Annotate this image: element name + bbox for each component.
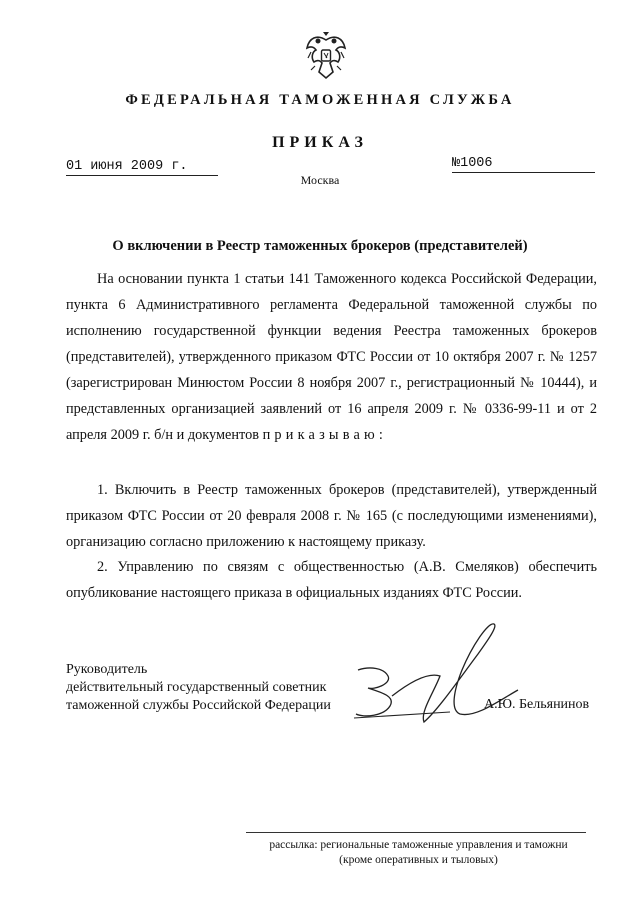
signer-title-line-1: Руководитель — [66, 662, 148, 677]
document-type: ПРИКАЗ — [272, 134, 368, 151]
handwritten-signature — [350, 618, 550, 738]
preamble-paragraph — [66, 266, 597, 448]
distribution-line-1: рассылка: региональные таможенные управления и таможни — [269, 839, 568, 851]
preamble-text: На основании пункта 1 статьи 141 Таможенного кодекса Российской Федерации, пункта 6 Административного регламента Федеральной таможенной службы по исполнению государственной функции ведения Реестра таможенных брокеров (представителей), утвержденного приказом ФТС России от 10 октября 2007 г. № 1257 (зарегистрирован Минюстом России 8 ноября 2007 г., регистрационный № 10444), и представленных организацией заявлений от 16 апреля 2009 г. № 0336-99-11 и от 2 апреля 2009 г. б/н и документов — [66, 271, 597, 443]
order-number: №1006 — [452, 156, 595, 173]
order-word: приказываю: — [262, 427, 388, 443]
signer-title-line-3: таможенной службы Российской Федерации — [66, 698, 331, 713]
distribution-line-2: (кроме оперативных и тыловых) — [339, 854, 498, 866]
distribution-list — [246, 838, 591, 868]
order-item-1: 1. Включить в Реестр таможенных брокеров (представителей), утвержденный приказом ФТС России от 20 февраля 2008 г. № 165 (с последующими изменениями), организацию согласно приложению к настоящему приказу. — [66, 482, 597, 550]
order-item-2: 2. Управлению по связям с общественностью (А.В. Смеляков) обеспечить опубликование настоящего приказа в официальных изданиях ФТС России. — [66, 559, 597, 601]
order-date: 01 июня 2009 г. — [66, 159, 218, 176]
distribution-divider — [246, 832, 586, 833]
signer-title-line-2: действительный государственный советник — [66, 680, 327, 695]
agency-name: ФЕДЕРАЛЬНАЯ ТАМОЖЕННАЯ СЛУЖБА — [125, 92, 515, 108]
signer-title — [66, 661, 331, 715]
issue-city: Москва — [300, 173, 340, 187]
order-subject: О включении в Реестр таможенных брокеров (представителей) — [112, 238, 528, 254]
signer-name: А.Ю. Бельянинов — [484, 697, 590, 712]
russian-double-headed-eagle-icon — [305, 30, 347, 80]
